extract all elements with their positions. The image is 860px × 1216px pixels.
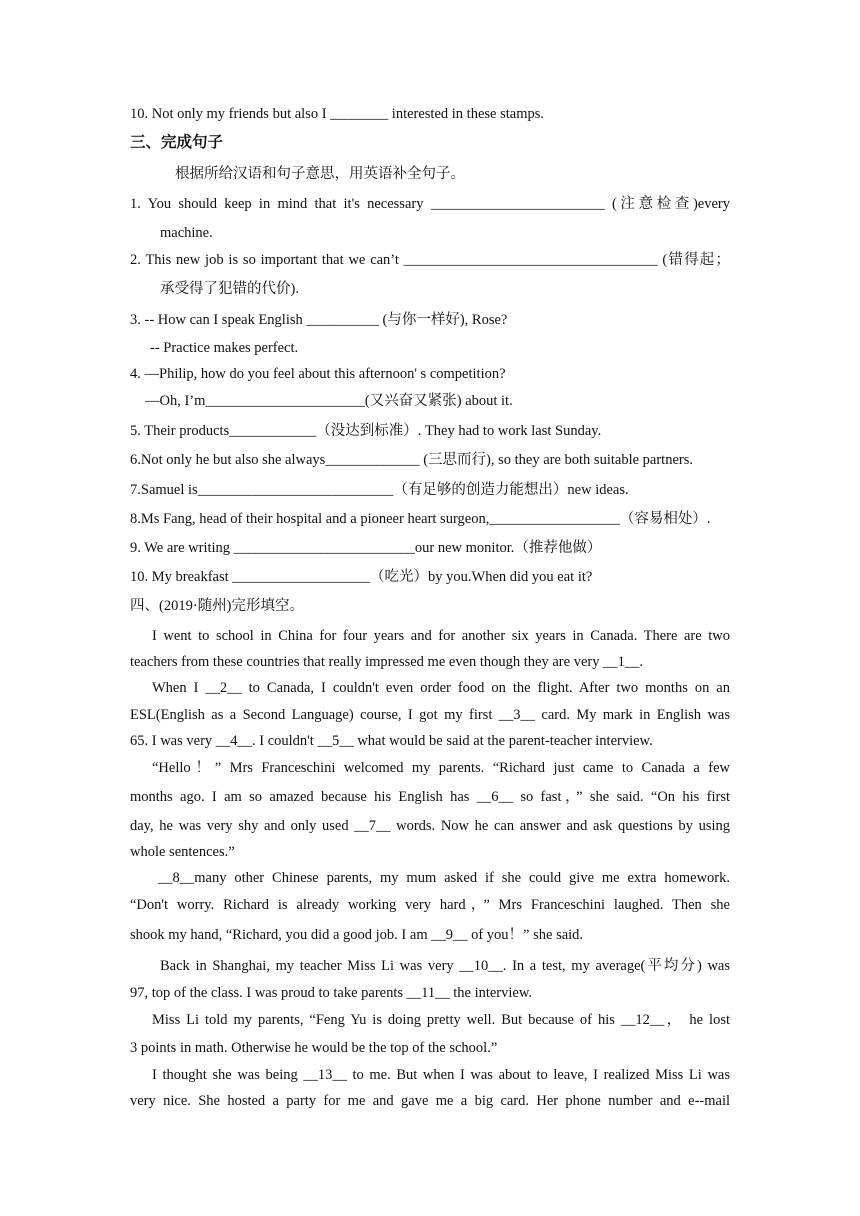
section-heading-cloze: 四、(2019·随州)完形填空。 [130,598,304,614]
question-6: 6.Not only he but also she always_____________ (三思而行), so they are both suitable partners. [130,452,693,468]
question-1: 1. You should keep in mind that it's necessary ________________________ (注意检查)every [130,196,730,212]
passage-line: ESL(English as a Second Language) course, I got my first __3__ card. My mark in English was [130,707,730,723]
passage-line: When I __2__ to Canada, I couldn't even order food on the flight. After two months on an [152,680,730,696]
question-2-cont: 承受得了犯错的代价). [160,281,299,297]
question-9: 9. We are writing _________________________our new monitor.（推荐他做） [130,540,602,556]
passage-line: 3 points in math. Otherwise he would be the top of the school.” [130,1040,498,1056]
passage-line: I went to school in China for four years and for another six years in Canada. There are two [152,628,730,644]
question-10: 10. My breakfast ___________________（吃光）by you.When did you eat it? [130,569,593,585]
question-4: 4. —Philip, how do you feel about this afternoon' s competition? [130,366,506,382]
question-8: 8.Ms Fang, head of their hospital and a pioneer heart surgeon,__________________（容易相处）. [130,511,711,527]
passage-line: “Hello！” Mrs Franceschini welcomed my parents. “Richard just came to Canada a few [152,760,730,776]
passage-line: 97, top of the class. I was proud to take parents __11__ the interview. [130,985,533,1001]
passage-line: Miss Li told my parents, “Feng Yu is doing pretty well. But because of his __12__， he lost [152,1012,730,1028]
passage-line: very nice. She hosted a party for me and gave me a big card. Her phone number and e--mail [130,1093,730,1109]
question-1-cont: machine. [160,225,213,241]
question-5: 5. Their products____________（没达到标准）. They had to work last Sunday. [130,423,602,439]
section-heading-complete-sentences: 三、完成句子 [130,133,224,151]
passage-line: I thought she was being __13__ to me. But when I was about to leave, I realized Miss Li was [152,1067,730,1083]
passage-line: teachers from these countries that really impressed me even though they are very __1__. [130,654,643,670]
passage-line: whole sentences.” [130,844,235,860]
passage-line: months ago. I am so amazed because his English has __6__ so fast，” she said. “On his first [130,789,730,805]
question-4-answer: —Oh, I’m______________________(又兴奋又紧张) about it. [145,393,513,409]
passage-line: Back in Shanghai, my teacher Miss Li was very __10__. In a test, my average(平均分) was [160,958,730,974]
question-3: 3. -- How can I speak English __________ (与你一样好), Rose? [130,312,508,328]
exercise-sentence-10: 10. Not only my friends but also I ________ interested in these stamps. [130,106,545,122]
section-instructions: 根据所给汉语和句子意思，用英语补全句子。 [175,166,465,182]
passage-line: 65. I was very __4__. I couldn't __5__ what would be said at the parent-teacher interview. [130,733,653,749]
question-2: 2. This new job is so important that we can’t ___________________________________ (错得起； [130,252,730,268]
question-3-answer: -- Practice makes perfect. [150,340,299,356]
passage-line: __8__many other Chinese parents, my mum asked if she could give me extra homework. [158,870,730,886]
passage-line: “Don't worry. Richard is already working very hard，” Mrs Franceschini laughed. Then she [130,897,730,913]
question-7: 7.Samuel is___________________________（有足够的创造力能想出）new ideas. [130,482,629,498]
passage-line: shook my hand, “Richard, you did a good job. I am __9__ of you！” she said. [130,927,584,943]
passage-line: day, he was very shy and only used __7__ words. Now he can answer and ask questions by using [130,818,730,834]
